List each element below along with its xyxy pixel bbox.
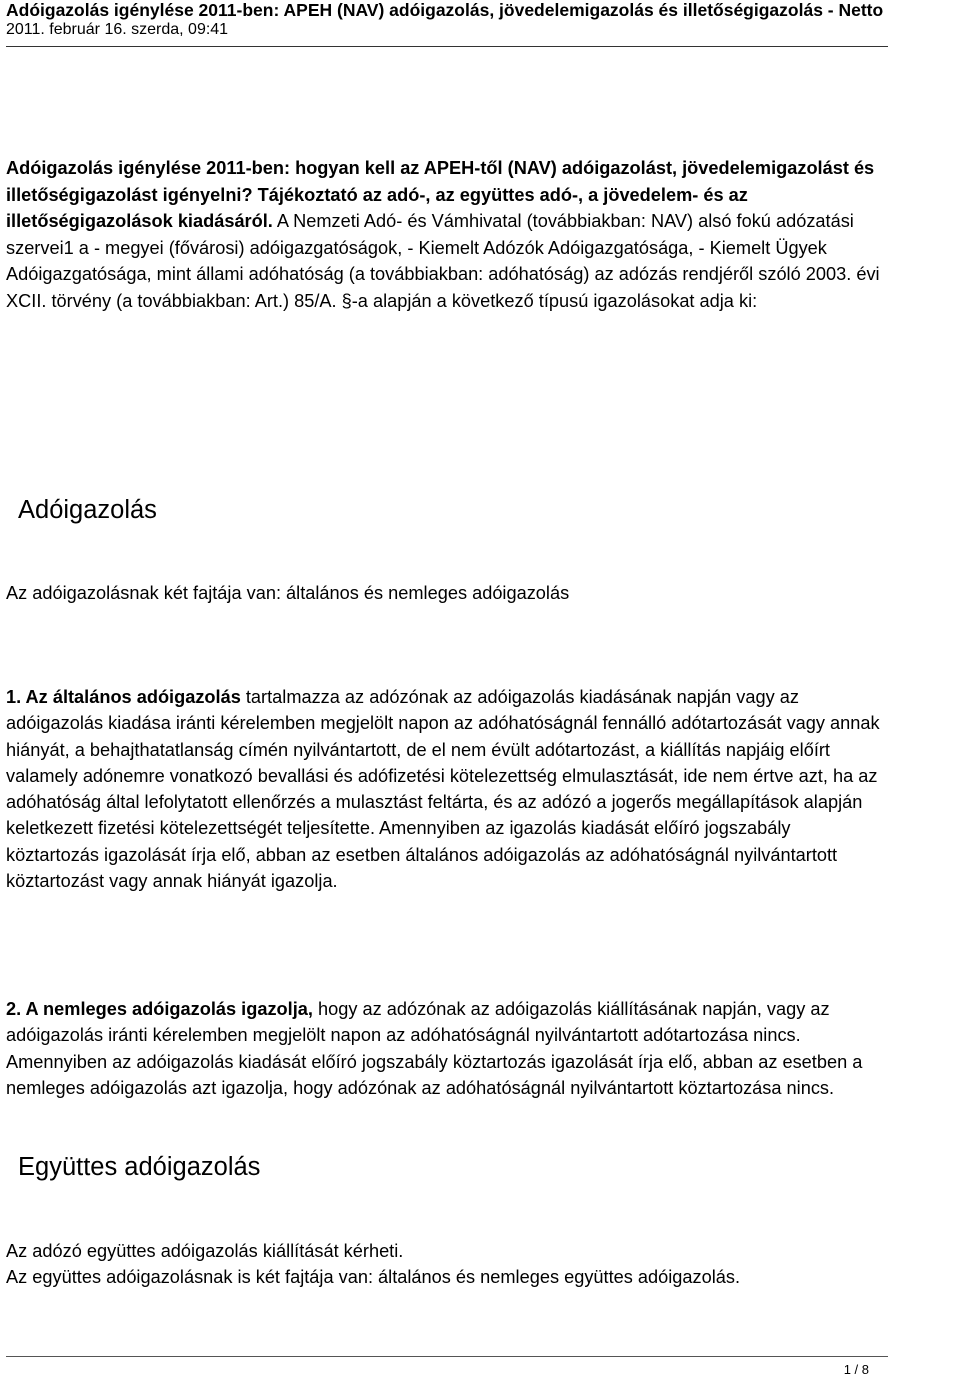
footer-divider (6, 1356, 888, 1357)
page-number: 1 / 8 (843, 1362, 869, 1377)
general-certificate-lead: 1. Az általános adóigazolás (6, 687, 241, 707)
intro-bold-lead: Adóigazolás igénylése 2011-ben: hogyan kell az APEH-től (NAV) adóigazolást, jövedelemigazolást és illetőségigazolást igényelni? Tájékoztató az adó-, az együttes adó-, a jövedelem- és az illetőségigazolások kiadásáról. (6, 158, 875, 232)
intro-body: A Nemzeti Adó- és Vámhivatal (továbbiakban: NAV) alsó fokú adózatási szervei1 a - megyei (fővárosi) adóigazgatóságok, - Kiemelt Adózók Adóigazgatósága, - Kiemelt Ügyek Adóigazgatósága, mint állami adóhatóság (a továbbiakban: adóhatóság) az adózás rendjéről szóló 2003. évi XCII. törvény (a továbbiakban: Art.) 85/A. §-a alapján a következő típusú igazolásokat adja ki: (6, 211, 880, 311)
intro-paragraph (6, 155, 886, 315)
negative-certificate-lead: 2. A nemleges adóigazolás igazolja, (6, 999, 313, 1019)
egyuttes-line-1: Az adózó együttes adóigazolás kiállítását kérheti. (6, 1241, 404, 1261)
heading-egyuttes-adoigazolas: Együttes adóigazolás (18, 1153, 261, 1181)
page-header (6, 0, 960, 40)
header-divider (6, 46, 888, 47)
header-date: 2011. február 16. szerda, 09:41 (6, 21, 229, 38)
heading-adoigazolas: Adóigazolás (18, 496, 157, 524)
egyuttes-line-2: Az együttes adóigazolásnak is két fajtája van: általános és nemleges együttes adóigazolás. (6, 1267, 741, 1287)
header-title: Adóigazolás igénylése 2011-ben: APEH (NAV) adóigazolás, jövedelemigazolás és illetőségigazolás - Netto (6, 0, 884, 20)
general-certificate-text: tartalmazza az adózónak az adóigazolás kiadásának napján vagy az adóigazolás kiadása iránti kérelemben megjelölt napon az adóhatóságnál fennálló adótartozását vagy annak hiányát, a behajthatatlanság címén nyilvántartott, de el nem évült adótartozást, a kiállítás napjáig előírt valamely adónemre vonatkozó bevallási és adófizetési kötelezettség elmulasztását, ide nem értve azt, ha az adóhatóság által lefolytatott ellenőrzés a mulasztást feltárta, és az adózó a jogerős megállapítások alapján keletkezett fizetési kötelezettségét teljesítette. Amennyiben az igazolás kiadását előíró jogszabály köztartozás igazolását írja elő, abban az esetben általános adóigazolás az adóhatóságnál nyilvántartott köztartozást vagy annak hiányát igazolja. (6, 687, 880, 892)
negative-certificate-text: hogy az adózónak az adóigazolás kiállításának napján, vagy az adóigazolás iránti kérelemben megjelölt napon az adóhatóságnál nyilvántartott adótartozása nincs. Amennyiben az adóigazolás kiadását előíró jogszabály köztartozás igazolását írja elő, abban az esetben a nemleges adóigazolás azt igazolja, hogy adózónak az adóhatóságnál nyilvántartott köztartozása nincs. (6, 999, 863, 1098)
negative-certificate-paragraph (6, 996, 886, 1101)
general-certificate-paragraph (6, 684, 886, 894)
adoigazolas-types-line: Az adóigazolásnak két fajtája van: általános és nemleges adóigazolás (6, 583, 570, 603)
